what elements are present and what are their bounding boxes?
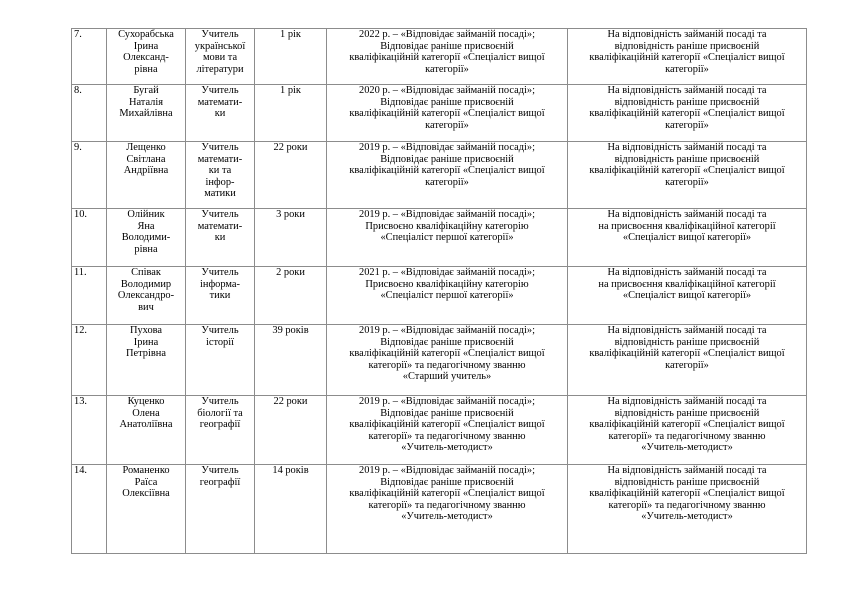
table-row [72,465,807,554]
attestation-goal-line: На відповідність займаній посаді та [607,267,767,278]
teacher-position-line: тики [209,290,231,302]
previous-attestation-line: категорії» та педагогічному званню [368,499,526,511]
row-number: 12. [72,325,107,396]
teacher-name-line: Олександ- [123,52,169,64]
previous-attestation-line: кваліфікаційній категорії «Спеціаліст вищої [349,419,545,431]
teaching-experience: 3 роки [255,209,327,267]
attestation-goal-line: категорії» та педагогічному званню [608,499,766,511]
attestation-goal-line: «Учитель-методист» [641,511,733,523]
teacher-name-line: рівна [134,63,158,75]
attestation-goal-line: категорії» [665,359,709,371]
attestation-goal-line: відповідність раніше присвоєній [614,40,760,52]
attestation-goal [568,465,807,554]
teacher-name-line: Пухова [129,325,163,336]
teacher-name [107,85,186,142]
table-row [72,396,807,465]
teacher-name-line: Ірина [133,336,159,348]
teacher-position [186,85,255,142]
attestation-goal-line: На відповідність займаній посаді та [607,85,767,96]
teacher-position-line: математи- [197,96,243,108]
teacher-name-line: Лещенко [126,142,166,153]
attestation-goal-line: кваліфікаційній категорії «Спеціаліст вищої [589,165,785,177]
teacher-name-line: Олексіївна [122,488,170,500]
previous-attestation-line: кваліфікаційній категорії «Спеціаліст вищої [349,108,545,120]
table-row [72,142,807,209]
table-row [72,85,807,142]
previous-attestation-line: 2019 р. – «Відповідає займаній посаді»; [359,325,535,336]
teacher-position [186,465,255,554]
attestation-goal [568,267,807,325]
previous-attestation-line: Відповідає раніше присвоєній [380,96,514,108]
attestation-goal-line: на присвоєння кваліфікаційної категорії [598,278,776,290]
teacher-name-line: Ірина [133,40,159,52]
previous-attestation [327,325,568,396]
attestation-goal-line: На відповідність займаній посаді та [607,29,767,40]
attestation-goal-line: кваліфікаційній категорії «Спеціаліст вищої [589,348,785,360]
teacher-position-line: географії [199,419,241,431]
previous-attestation-line: «Учитель-методист» [401,442,493,454]
teacher-position-line: біології та [197,407,243,419]
table-row [72,29,807,85]
previous-attestation-line: 2022 р. – «Відповідає займаній посаді»; [359,29,535,40]
previous-attestation-line: кваліфікаційній категорії «Спеціаліст вищої [349,348,545,360]
teacher-name-line: Раїса [134,476,158,488]
attestation-goal [568,29,807,85]
attestation-goal-line: категорії» та педагогічному званню [608,430,766,442]
teacher-name-line: Світлана [126,153,166,165]
teacher-name-line: Володими- [121,232,171,244]
previous-attestation [327,396,568,465]
teacher-name-line: Михайлівна [119,108,173,120]
teaching-experience: 1 рік [255,29,327,85]
previous-attestation-line: 2021 р. – «Відповідає займаній посаді»; [359,267,535,278]
teacher-name-line: Яна [137,220,155,232]
attestation-goal-line: На відповідність займаній посаді та [607,396,767,407]
attestation-goal [568,209,807,267]
previous-attestation-line: Відповідає раніше присвоєній [380,40,514,52]
previous-attestation [327,142,568,209]
previous-attestation-line: категорії» [425,119,469,131]
previous-attestation-line: Присвоєно кваліфікаційну категорію [365,220,529,232]
attestation-goal-line: категорії» [665,63,709,75]
teacher-position-line: математи- [197,220,243,232]
previous-attestation-line: 2019 р. – «Відповідає займаній посаді»; [359,396,535,407]
attestation-table [71,28,807,554]
previous-attestation-line: 2019 р. – «Відповідає займаній посаді»; [359,465,535,476]
teacher-position-line: мови та [202,52,238,64]
previous-attestation [327,267,568,325]
row-number: 13. [72,396,107,465]
teacher-position [186,209,255,267]
previous-attestation-line: 2020 р. – «Відповідає займаній посаді»; [359,85,535,96]
teacher-name-line: Анатоліївна [119,419,173,431]
previous-attestation-line: кваліфікаційній категорії «Спеціаліст вищої [349,165,545,177]
teaching-experience: 1 рік [255,85,327,142]
teacher-position-line: матики [204,188,236,200]
teacher-position-line: Учитель [201,267,239,278]
attestation-goal-line: «Учитель-методист» [641,442,733,454]
teacher-name [107,29,186,85]
teaching-experience: 39 років [255,325,327,396]
row-number: 14. [72,465,107,554]
previous-attestation-line: «Спеціаліст першої категорії» [380,290,514,302]
row-number: 8. [72,85,107,142]
attestation-goal-line: відповідність раніше присвоєній [614,153,760,165]
previous-attestation [327,85,568,142]
teacher-name-line: Романенко [122,465,170,476]
teacher-name-line: вич [138,301,154,313]
attestation-goal-line: «Спеціаліст вищої категорії» [622,232,752,244]
attestation-goal-line: категорії» [665,119,709,131]
teacher-name [107,325,186,396]
teacher-name-line: Сухорабська [118,29,174,40]
attestation-goal [568,85,807,142]
teacher-name [107,209,186,267]
previous-attestation-line: Відповідає раніше присвоєній [380,407,514,419]
teacher-name-line: Олександро- [117,290,175,302]
table-row [72,267,807,325]
teaching-experience: 22 роки [255,142,327,209]
previous-attestation-line: категорії» та педагогічному званню [368,359,526,371]
teacher-position [186,29,255,85]
teacher-name-line: рівна [134,243,158,255]
teacher-name-line: Олійник [127,209,165,220]
teacher-position [186,142,255,209]
attestation-goal [568,325,807,396]
teacher-position-line: Учитель [201,325,239,336]
teacher-position-line: ки [214,232,226,244]
attestation-goal-line: кваліфікаційній категорії «Спеціаліст вищої [589,419,785,431]
previous-attestation-line: 2019 р. – «Відповідає займаній посаді»; [359,142,535,153]
teacher-name [107,267,186,325]
teacher-position-line: Учитель [201,142,239,153]
teacher-position-line: Учитель [201,29,239,40]
teaching-experience: 22 роки [255,396,327,465]
teaching-experience: 14 років [255,465,327,554]
attestation-goal-line: На відповідність займаній посаді та [607,465,767,476]
previous-attestation-line: «Спеціаліст першої категорії» [380,232,514,244]
attestation-goal-line: На відповідність займаній посаді та [607,325,767,336]
attestation-goal-line: відповідність раніше присвоєній [614,407,760,419]
row-number: 9. [72,142,107,209]
attestation-goal-line: категорії» [665,176,709,188]
teacher-position-line: літератури [196,63,244,75]
previous-attestation [327,29,568,85]
teacher-name-line: Володимир [120,278,172,290]
row-number: 10. [72,209,107,267]
previous-attestation-line: кваліфікаційній категорії «Спеціаліст вищої [349,52,545,64]
attestation-goal-line: кваліфікаційній категорії «Спеціаліст вищої [589,108,785,120]
teacher-position-line: історії [205,336,235,348]
attestation-goal-line: кваліфікаційній категорії «Спеціаліст вищої [589,52,785,64]
previous-attestation-line: Відповідає раніше присвоєній [380,336,514,348]
previous-attestation-line: кваліфікаційній категорії «Спеціаліст вищої [349,488,545,500]
teacher-position-line: інфор- [205,176,235,188]
teacher-name-line: Бугай [133,85,159,96]
teacher-name-line: Олена [132,407,160,419]
teacher-name-line: Петрівна [126,348,166,360]
teacher-position [186,396,255,465]
teacher-position [186,267,255,325]
row-number: 7. [72,29,107,85]
attestation-goal-line: відповідність раніше присвоєній [614,336,760,348]
attestation-goal-line: На відповідність займаній посаді та [607,209,767,220]
row-number: 11. [72,267,107,325]
teacher-position-line: Учитель [201,396,239,407]
previous-attestation-line: Відповідає раніше присвоєній [380,476,514,488]
teacher-position-line: української [194,40,246,52]
teacher-position [186,325,255,396]
teacher-name-line: Співак [131,267,161,278]
teacher-position-line: Учитель [201,209,239,220]
previous-attestation [327,465,568,554]
previous-attestation-line: Відповідає раніше присвоєній [380,153,514,165]
previous-attestation-line: «Старший учитель» [402,371,492,383]
teacher-name [107,142,186,209]
attestation-goal [568,396,807,465]
attestation-goal-line: відповідність раніше присвоєній [614,476,760,488]
table-row [72,209,807,267]
attestation-goal-line: на присвоєння кваліфікаційної категорії [598,220,776,232]
teacher-position-line: ки та [208,165,232,177]
attestation-goal-line: кваліфікаційній категорії «Спеціаліст вищої [589,488,785,500]
teacher-position-line: географії [199,476,241,488]
table-body [72,29,807,554]
teacher-position-line: математи- [197,153,243,165]
attestation-goal-line: «Спеціаліст вищої категорії» [622,290,752,302]
teacher-position-line: Учитель [201,465,239,476]
teacher-position-line: ки [214,108,226,120]
teacher-name [107,396,186,465]
previous-attestation-line: категорії» [425,63,469,75]
teacher-name [107,465,186,554]
attestation-goal-line: відповідність раніше присвоєній [614,96,760,108]
teacher-position-line: Учитель [201,85,239,96]
teaching-experience: 2 роки [255,267,327,325]
teacher-position-line: інформа- [200,278,240,290]
teacher-name-line: Наталія [128,96,164,108]
previous-attestation-line: «Учитель-методист» [401,511,493,523]
previous-attestation-line: Присвоєно кваліфікаційну категорію [365,278,529,290]
previous-attestation-line: 2019 р. – «Відповідає займаній посаді»; [359,209,535,220]
teacher-name-line: Андріївна [123,165,169,177]
attestation-goal-line: На відповідність займаній посаді та [607,142,767,153]
table-row [72,325,807,396]
previous-attestation-line: категорії» та педагогічному званню [368,430,526,442]
previous-attestation [327,209,568,267]
teacher-name-line: Куценко [127,396,165,407]
attestation-goal [568,142,807,209]
previous-attestation-line: категорії» [425,176,469,188]
